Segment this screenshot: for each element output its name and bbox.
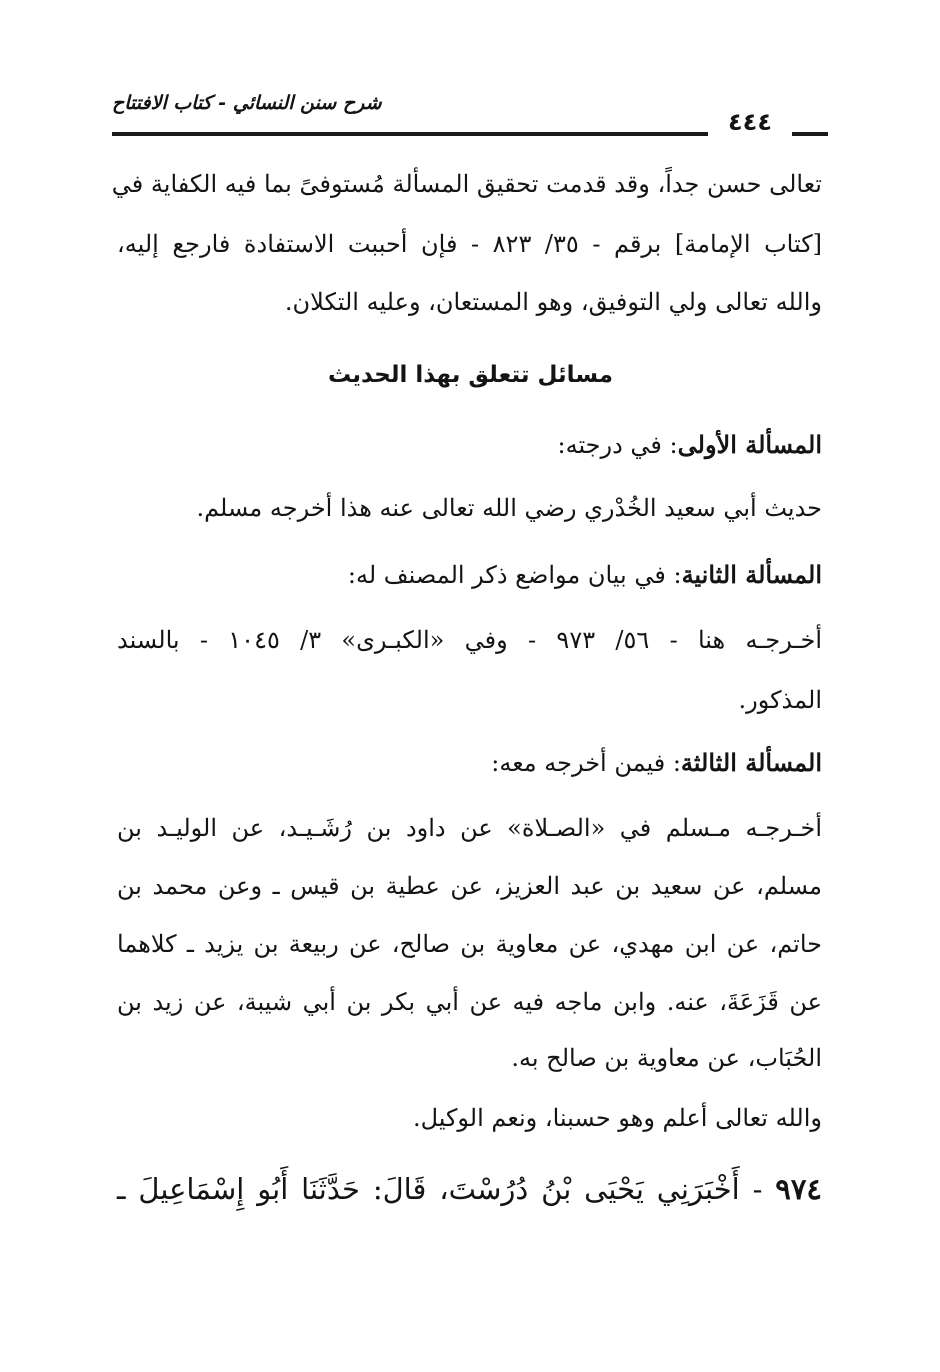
page-number: ٤٤٤ <box>728 108 772 136</box>
paragraph-line: [كتاب الإمامة] برقم - ٣٥/ ٨٢٣ - فإن أحببت الاستفادة فارجع إليه، <box>117 230 823 258</box>
issue-body-line: عن قَزَعَةَ، عنه. وابن ماجه فيه عن أبي بكر بن أبي شيبة، عن زيد بن <box>117 988 822 1016</box>
issue-title: : فيمن أخرجه معه: <box>491 749 681 777</box>
page-number-rule <box>792 132 828 136</box>
hadith-text: - أَخْبَرَنِي يَحْيَى بْنُ دُرُسْتَ، قَالَ: حَدَّثَنَا أَبُو إِسْمَاعِيلَ ـ <box>117 1172 763 1206</box>
issue-title: : في درجته: <box>557 431 678 459</box>
issue-body-line: حاتم، عن ابن مهدي، عن معاوية بن صالح، عن ربيعة بن يزيد ـ كلاهما <box>117 930 822 958</box>
issue-label: المسألة الثالثة <box>680 748 822 777</box>
issue-label: المسألة الأولى <box>677 430 822 459</box>
issue-body-line: أخـرجـه هنا - ٥٦/ ٩٧٣ - وفي «الكبـرى» ٣/ ١٠٤٥ - بالسند <box>117 626 823 654</box>
hadith-line <box>117 1172 822 1206</box>
issue-body-line: المذكور. <box>738 686 822 714</box>
issue-label: المسألة الثانية <box>681 560 822 589</box>
paragraph-line: تعالى حسن جداً، وقد قدمت تحقيق المسألة مُستوفىً بما فيه الكفاية في <box>111 170 822 198</box>
issue-heading <box>117 560 822 589</box>
issue-body-line: حديث أبي سعيد الخُدْري رضي الله تعالى عنه هذا أخرجه مسلم. <box>196 494 822 522</box>
issue-heading <box>117 430 822 459</box>
issue-body-line: الحُبَاب، عن معاوية بن صالح به. <box>511 1044 822 1072</box>
paragraph-line: والله تعالى ولي التوفيق، وهو المستعان، وعليه التكلان. <box>284 288 822 316</box>
section-heading: مسائل تتعلق بهذا الحديث <box>328 362 613 388</box>
issue-title: : في بيان مواضع ذكر المصنف له: <box>347 561 682 589</box>
closing-line: والله تعالى أعلم وهو حسبنا، ونعم الوكيل. <box>412 1104 822 1132</box>
issue-body-line: مسلم، عن سعيد بن عبد العزيز، عن عطية بن قيس ـ وعن محمد بن <box>117 872 823 900</box>
hadith-number: ٩٧٤ <box>775 1172 822 1206</box>
issue-body-line: أخـرجـه مـسلم في «الصـلاة» عن داود بن رُشَـيـد، عن الوليـد بن <box>117 814 822 842</box>
header-rule <box>112 132 708 136</box>
issue-heading <box>117 748 822 777</box>
running-title: شرح سنن النسائي - كتاب الافتتاح <box>112 92 382 114</box>
